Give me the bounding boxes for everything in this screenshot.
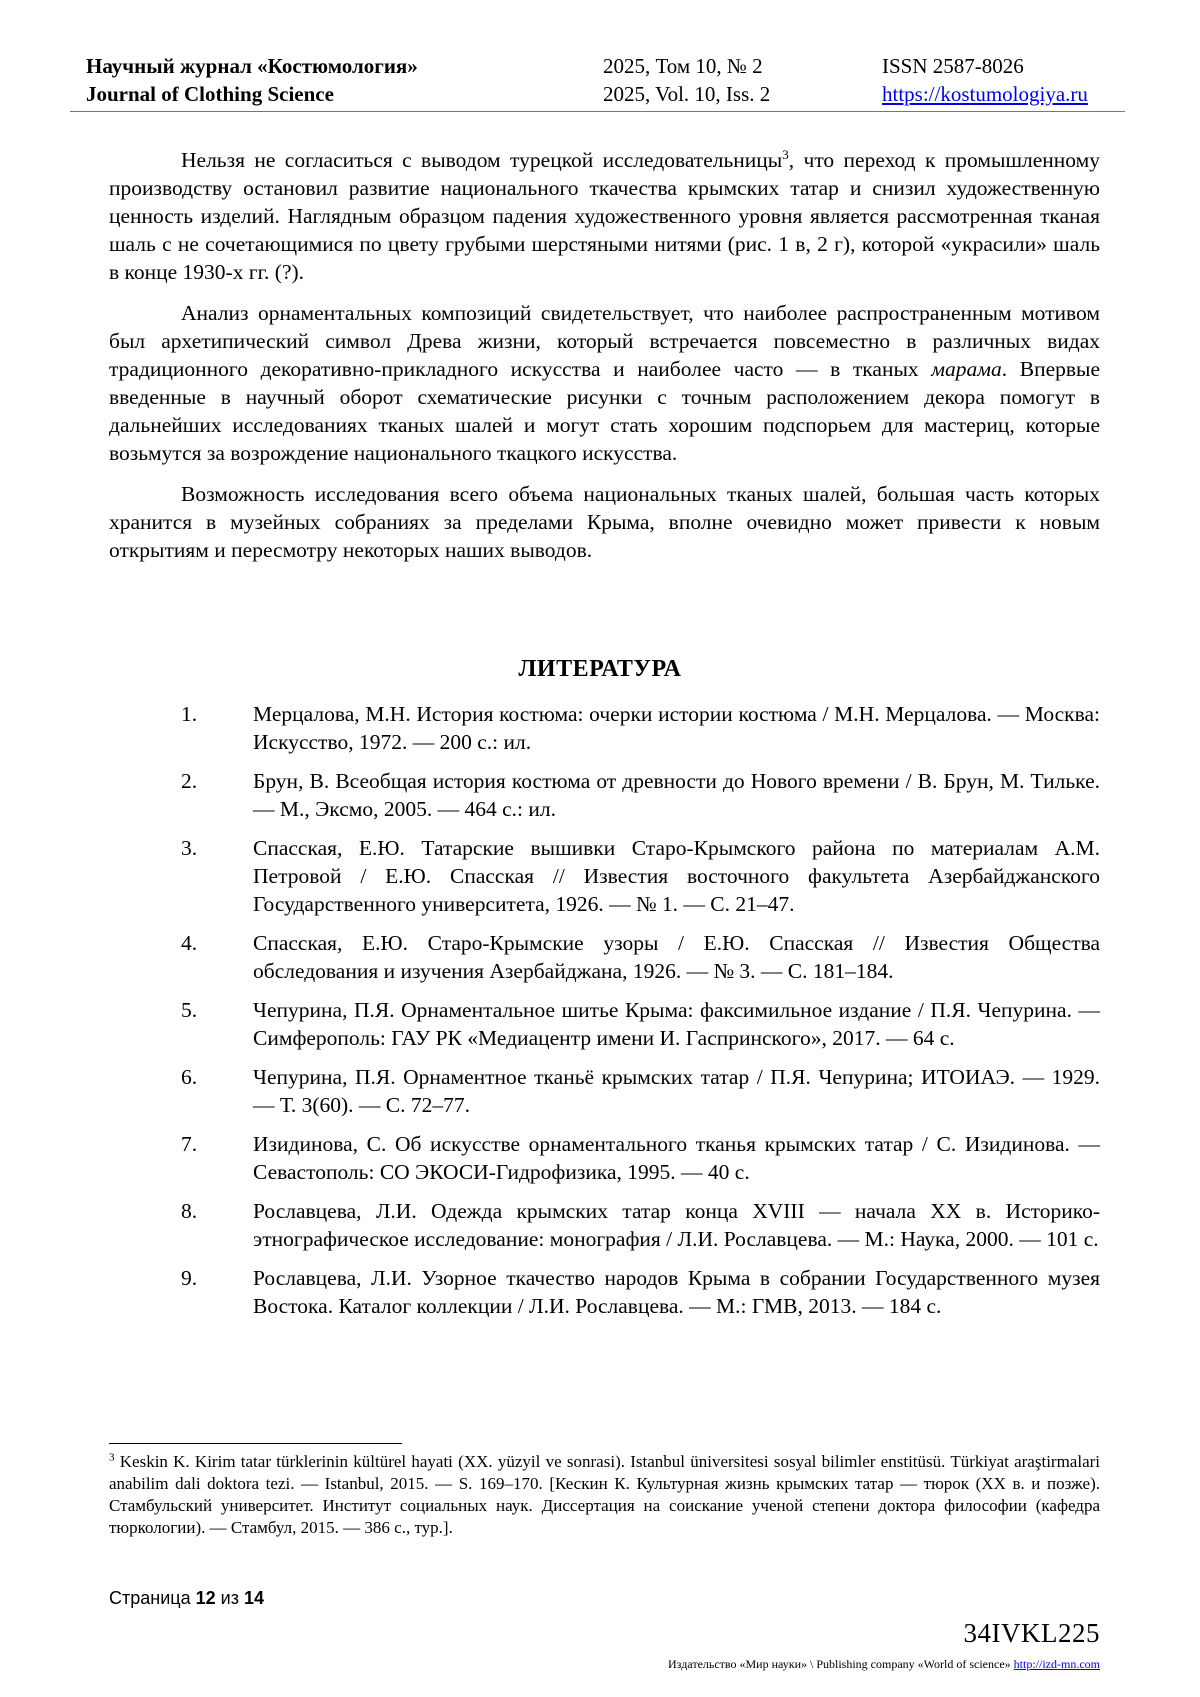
reference-number: 5. [181,998,198,1022]
page-header [86,52,1126,112]
journal-name-en: Journal of Clothing Science [86,82,334,106]
reference-text: Рославцева, Л.И. Одежда крымских татар конца XVIII — начала XX в. Историко-этнографическое исследование: монография / Л.И. Рославцева. — М.: Наука, 2000. — 101 с. [253,1199,1100,1251]
reference-item [109,1063,1100,1119]
references-list [109,700,1100,1331]
reference-number: 8. [181,1199,198,1223]
footnote-ref-3[interactable]: 3 [782,146,789,162]
article-code: 34IVKL225 [963,1618,1100,1648]
reference-item [109,996,1100,1052]
issue-ru: 2025, Том 10, № 2 [603,54,763,78]
page-number: Страница 12 из 14 [109,1588,265,1608]
reference-number: 6. [181,1065,198,1089]
reference-item [109,700,1100,756]
reference-text: Чепурина, П.Я. Орнаментальное шитье Крыма: факсимильное издание / П.Я. Чепурина. — Симферополь: ГАУ РК «Медиацентр имени И. Гаспринского», 2017. — 64 с. [253,998,1100,1050]
reference-text: Рославцева, Л.И. Узорное ткачество народов Крыма в собрании Государственного музея Востока. Каталог коллекции / Л.И. Рославцева. — М.: ГМВ, 2013. — 184 с. [253,1266,1100,1318]
publisher-text: Издательство «Мир науки» \ Publishing company «World of science» [668,1657,1011,1671]
article-body [109,146,1100,577]
paragraph-3: Возможность исследования всего объема национальных тканых шалей, большая часть которых хранится в музейных собраниях за пределами Крыма, вполне очевидно может привести к новым открытиям и пересмотру некоторых наших выводов. [109,482,1100,562]
page-current: 12 [195,1588,216,1608]
reference-text: Спасская, Е.Ю. Старо-Крымские узоры / Е.Ю. Спасская // Известия Общества обследования и изучения Азербайджана, 1926. — № 3. — С. 181–184. [253,931,1100,983]
issn-block [882,52,1088,108]
page-total: 14 [243,1588,265,1608]
journal-url-link[interactable]: https://kostumologiya.ru [882,82,1088,106]
reference-number: 4. [181,931,198,955]
reference-number: 2. [181,769,198,793]
reference-item [109,1130,1100,1186]
reference-text: Мерцалова, М.Н. История костюма: очерки истории костюма / М.Н. Мерцалова. — Москва: Искусство, 1972. — 200 с.: ил. [253,702,1100,754]
reference-number: 9. [181,1266,198,1290]
paragraph-1: Нельзя не согласиться с выводом турецкой исследовательницы$^3$, что переход к промышленному производству остановил развитие национального ткачества крымских татар и снизил художественную ценность изделий. Наглядным образцом падения художественного уровня является рассмотренная тканая шаль с не сочетающимися по цвету грубыми шерстяными нитями (рис. 1 в, 2 г), которой «украсили» шаль в конце 1930-х гг. (?). [109,146,1100,284]
publisher-link[interactable]: http://izd-mn.com [1013,1657,1100,1671]
reference-item [109,1197,1100,1253]
italic-term: марама [931,357,1002,381]
reference-item [109,767,1100,823]
reference-text: Спасская, Е.Ю. Татарские вышивки Старо-Крымского района по материалам А.М. Петровой / Е.Ю. Спасская // Известия восточного факультета Азербайджанского Государственного университета, 1926. — № 1. — С. 21–47. [253,836,1100,916]
footnote-divider [109,1443,402,1444]
publisher-line [668,1657,1100,1672]
reference-number: 3. [181,836,198,860]
paragraph-2: Анализ орнаментальных композиций свидетельствует, что наиболее распространенным мотивом был архетипический символ Древа жизни, который встречается повсеместно в различных видах традиционного декоративно-прикладного искусства и наиболее часто — в тканых марама. Впервые введенные в научный оборот схематические рисунки с точным расположением декора помогут в дальнейших исследованиях тканых шалей и могут стать хорошим подспорьем для мастериц, которые возьмутся за возрождение национального ткацкого искусства. [109,301,1101,465]
reference-text: Брун, В. Всеобщая история костюма от древности до Нового времени / В. Брун, М. Тильке. — М., Эксмо, 2005. — 464 с.: ил. [253,769,1100,821]
references-title: ЛИТЕРАТУРА [518,656,682,682]
footnote-text: Keskin K. Kirim tatar türklerinin kültürel hayati (XX. yüzyil ve sonrasi). Istanbul üniversitesi sosyal bilimler enstitüsü. Türkiyat araştirmalari anabilim dali doktora tezi. — Istanbul, 2015. — S. 169–170. [Кескин К. Культурная жизнь крымских татар — тюрок (XX в. и позже). Стамбульский университет. Институт социальных наук. Диссертация на соискание ученой степени доктора философии (кафедра тюркологии). — Стамбул, 2015. — 386 с., тур.]. [109,1452,1101,1537]
journal-name-ru: Научный журнал «Костюмология» [86,54,418,78]
reference-item [109,834,1100,918]
journal-name [86,52,418,108]
footnote-mark: 3 [109,1451,115,1464]
issue-info [603,52,770,108]
reference-item [109,929,1100,985]
header-divider [70,111,1125,112]
reference-item [109,1264,1100,1320]
issue-en: 2025, Vol. 10, Iss. 2 [603,82,771,106]
reference-text: Чепурина, П.Я. Орнаментное тканьё крымских татар / П.Я. Чепурина; ИТОИАЭ. — 1929. — Т. 3(60). — С. 72–77. [253,1065,1100,1117]
reference-text: Изидинова, С. Об искусстве орнаментального тканья крымских татар / С. Изидинова. — Севастополь: СО ЭКОСИ-Гидрофизика, 1995. — 40 с. [253,1132,1100,1184]
issn: ISSN 2587-8026 [882,54,1024,78]
reference-number: 7. [181,1132,198,1156]
reference-number: 1. [181,702,198,726]
footnote [109,1451,1100,1539]
